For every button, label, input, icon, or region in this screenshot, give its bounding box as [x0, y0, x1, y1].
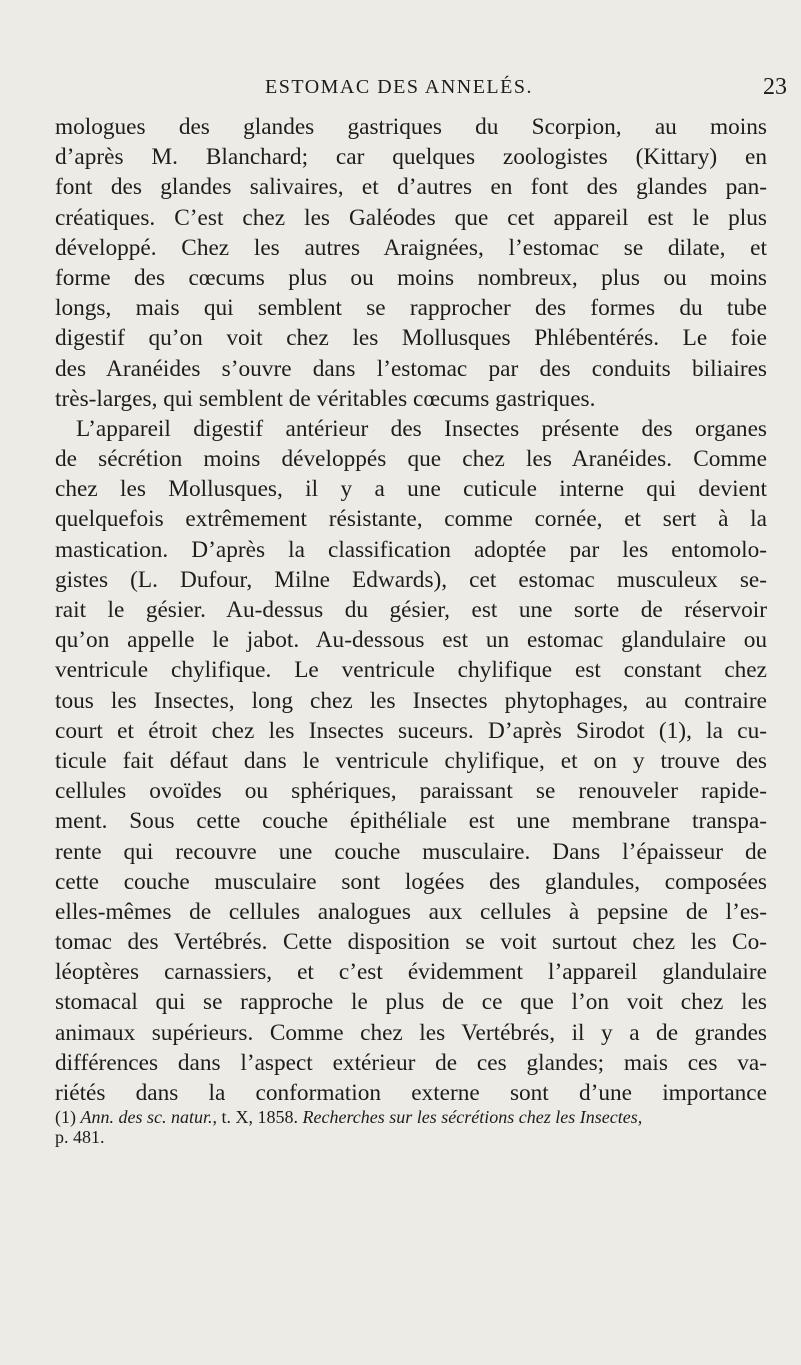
- text-line: court et étroit chez les Insectes suceurs. D’après Sirodot (1), la cu-: [55, 717, 767, 744]
- running-title: ESTOMAC DES ANNELÉS.: [265, 76, 533, 98]
- text-line: ventricule chylifique. Le ventricule chylifique est constant chez: [55, 657, 767, 684]
- text-line: chez les Mollusques, il y a une cuticule interne qui devient: [55, 476, 767, 503]
- text-line: elles-mêmes de cellules analogues aux cellules à pepsine de l’es-: [55, 898, 767, 925]
- page-number: 23: [763, 74, 787, 100]
- text-line: ment. Sous cette couche épithéliale est une membrane transpa-: [55, 808, 767, 835]
- text-line: forme des cœcums plus ou moins nombreux, plus ou moins: [55, 264, 767, 291]
- text-line: tous les Insectes, long chez les Insectes phytophages, au contraire: [55, 687, 767, 714]
- footnote-volume: , t. X, 1858.: [212, 1107, 298, 1127]
- footnote-line: [55, 1107, 767, 1127]
- text-line: longs, mais qui semblent se rapprocher des formes du tube: [55, 295, 767, 322]
- text-line: cette couche musculaire sont logées des glandules, composées: [55, 868, 767, 895]
- footnote: [55, 1107, 767, 1147]
- text-line: mastication. D’après la classification adoptée par les entomolo-: [55, 536, 767, 563]
- text-line: riétés dans la conformation externe sont d’une importance: [55, 1080, 767, 1106]
- text-line: très-larges, qui semblent de véritables cœcums gastriques.: [55, 385, 596, 412]
- text-line: cellules ovoïdes ou sphériques, paraissant se renouveler rapide-: [55, 778, 767, 805]
- text-line: digestif qu’on voit chez les Mollusques Phlébentérés. Le foie: [55, 325, 767, 352]
- text-line: rente qui recouvre une couche musculaire. Dans l’épaisseur de: [55, 838, 767, 865]
- text-line: de sécrétion moins développés que chez les Aranéides. Comme: [55, 446, 767, 473]
- paragraph-start-line: L’appareil digestif antérieur des Insectes présente des organes: [76, 415, 767, 442]
- text-line: qu’on appelle le jabot. Au-dessous est un estomac glandulaire ou: [55, 627, 767, 654]
- text-line: stomacal qui se rapproche le plus de ce que l’on voit chez les: [55, 989, 767, 1016]
- footnote-line: [55, 1127, 767, 1147]
- text-line: différences dans l’aspect extérieur de ces glandes; mais ces va-: [55, 1049, 767, 1076]
- text-line: créatiques. C’est chez les Galéodes que cet appareil est le plus: [55, 204, 767, 231]
- footnote-marker: (1): [55, 1107, 76, 1127]
- text-line: développé. Chez les autres Araignées, l’estomac se dilate, et: [55, 234, 767, 261]
- text-line: font des glandes salivaires, et d’autres en font des glandes pan-: [55, 174, 767, 201]
- text-line: quelquefois extrêmement résistante, comme cornée, et sert à la: [55, 506, 767, 533]
- text-line: gistes (L. Dufour, Milne Edwards), cet estomac musculeux se-: [55, 566, 767, 593]
- text-line: d’après M. Blanchard; car quelques zoologistes (Kittary) en: [55, 144, 767, 171]
- text-line: léoptères carnassiers, et c’est évidemment l’appareil glandulaire: [55, 959, 767, 986]
- footnote-title: Recherches sur les sécrétions chez les Insectes,: [302, 1107, 643, 1127]
- text-line: rait le gésier. Au-dessus du gésier, est une sorte de réservoir: [55, 597, 767, 623]
- text-line: mologues des glandes gastriques du Scorpion, au moins: [55, 114, 767, 140]
- footnote-page-ref: p. 481.: [55, 1127, 105, 1147]
- running-head: [0, 76, 801, 106]
- text-line: des Aranéides s’ouvre dans l’estomac par des conduits biliaires: [55, 355, 767, 382]
- text-line: animaux supérieurs. Comme chez les Vertébrés, il y a de grandes: [55, 1019, 767, 1046]
- text-line: ticule fait défaut dans le ventricule chylifique, et on y trouve des: [55, 747, 767, 774]
- body-text: [55, 112, 767, 1108]
- footnote-source: Ann. des sc. natur.: [80, 1107, 213, 1127]
- text-line: tomac des Vertébrés. Cette disposition se voit surtout chez les Co-: [55, 929, 767, 956]
